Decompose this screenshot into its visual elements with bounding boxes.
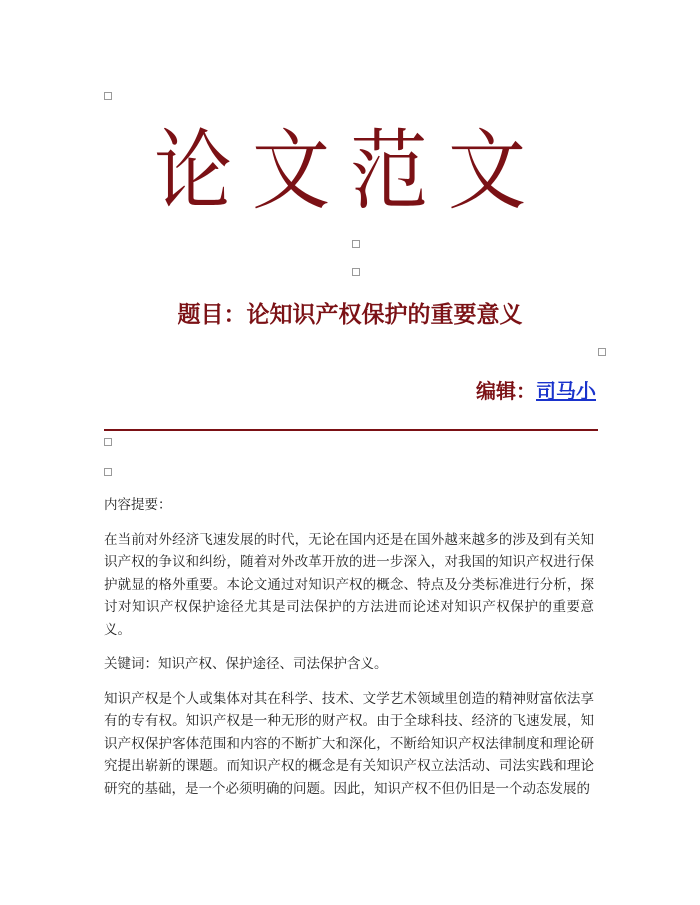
keywords-line: 关键词：知识产权、保护途径、司法保护含义。 (104, 656, 388, 672)
editor-label: 编辑： (476, 379, 536, 403)
abstract-label: 内容提要： (104, 497, 172, 513)
paragraph-marker (352, 240, 360, 248)
body-paragraph: 知识产权是个人或集体对其在科学、技术、文学艺术领域里创造的精神财富依法享有的专有权。知识产权是一种无形的财产权。由于全球科技、经济的飞速发展，知识产权保护客体范围和内容的不断扩大和深化，不断给知识产权法律制度和理论研究提出崭新的课题。而知识产权的概念是有关知识产权立法活动、司法实践和理论研究的基础，是一个必须明确的问题。因此，知识产权不但仍旧是一个动态发展的 (104, 690, 594, 797)
editor-line (476, 375, 596, 404)
paragraph-marker (104, 438, 112, 446)
document-title: 论文范文 (153, 121, 546, 223)
paragraph-marker (104, 92, 112, 100)
editor-name-link[interactable]: 司马小 (536, 379, 596, 403)
abstract-paragraph: 在当前对外经济飞速发展的时代，无论在国内还是在国外越来越多的涉及到有关知识产权的争议和纠纷，随着对外改革开放的进一步深入，对我国的知识产权进行保护就显的格外重要。本论文通过对知识产权的概念、特点及分类标准进行分析，探讨对知识产权保护途径尤其是司法保护的方法进而论述对知识产权保护的重要意义。 (104, 531, 594, 638)
document-body (104, 494, 594, 812)
paragraph-marker (598, 348, 606, 356)
paragraph-marker (352, 268, 360, 276)
divider (104, 429, 598, 431)
subject-heading: 题目：论知识产权保护的重要意义 (177, 301, 523, 328)
paragraph-marker (104, 468, 112, 476)
